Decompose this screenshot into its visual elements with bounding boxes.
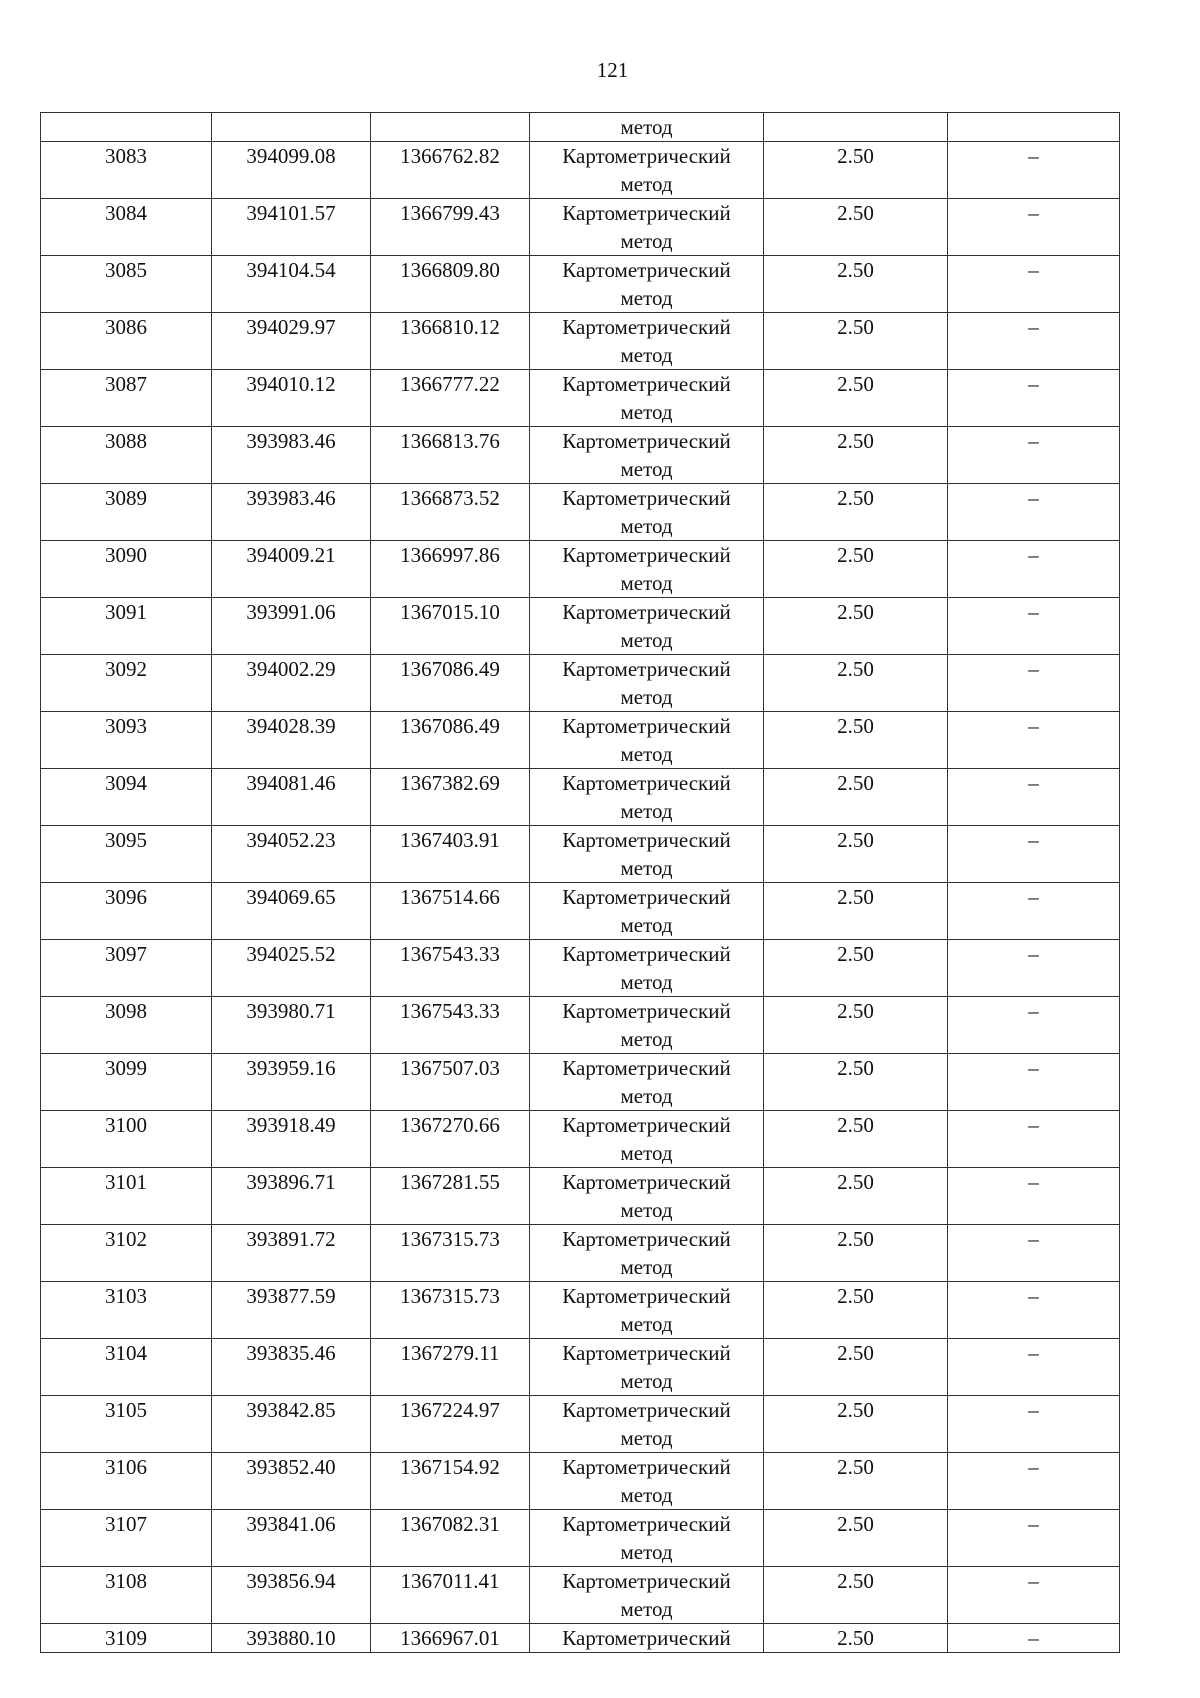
cell-y: 1367315.73 [371,1225,530,1282]
cell-y: 1367543.33 [371,997,530,1054]
method-line-2: метод [620,1198,673,1222]
cell-method [530,370,764,427]
method-line-2: метод [620,229,673,253]
method-line-1: Картометрический [562,486,731,510]
method-line-2: метод [620,685,673,709]
cell-num: 3107 [41,1510,212,1567]
table-row [41,769,1120,826]
method-line-1: Картометрический [562,144,731,168]
cell-y: 1367507.03 [371,1054,530,1111]
method-line-2: метод [620,913,673,937]
cell-method [530,940,764,997]
cell-note: – [948,769,1120,826]
method-line-1: Картометрический [562,771,731,795]
cell-num: 3083 [41,142,212,199]
method-line-1: Картометрический [562,1170,731,1194]
cell-method [530,1453,764,1510]
cell-method [530,1111,764,1168]
cell-num: 3089 [41,484,212,541]
cell-num: 3109 [41,1624,212,1653]
method-line-1: Картометрический [562,1227,731,1251]
cell-y: 1366777.22 [371,370,530,427]
method-line-1: Картометрический [562,942,731,966]
cell-num: 3101 [41,1168,212,1225]
cell-note: – [948,541,1120,598]
cell-accuracy: 2.50 [764,769,948,826]
method-line-1: Картометрический [562,543,731,567]
cell-y: 1367270.66 [371,1111,530,1168]
method-line-1: Картометрический [562,885,731,909]
cell-num: 3098 [41,997,212,1054]
cell-x: 394029.97 [212,313,371,370]
method-line-2: метод [620,1312,673,1336]
cell-note: – [948,256,1120,313]
method-line-1: Картометрический [562,258,731,282]
cell-accuracy: 2.50 [764,598,948,655]
cell-num: 3105 [41,1396,212,1453]
cell-accuracy: 2.50 [764,1282,948,1339]
cell-accuracy: 2.50 [764,199,948,256]
table-row [41,883,1120,940]
cell-method [530,427,764,484]
cell-y: 1367015.10 [371,598,530,655]
cell-note: – [948,1624,1120,1653]
cell-note: – [948,1339,1120,1396]
cell-x: 394009.21 [212,541,371,598]
cell-note: – [948,199,1120,256]
table-row [41,199,1120,256]
cell-num: 3094 [41,769,212,826]
cell-y: 1367011.41 [371,1567,530,1624]
cell-x: 393959.16 [212,1054,371,1111]
cell-y: 1367382.69 [371,769,530,826]
cell-y: 1367279.11 [371,1339,530,1396]
cell-num: 3087 [41,370,212,427]
cell-x: 394002.29 [212,655,371,712]
method-line-2: метод [620,457,673,481]
method-line-1: Картометрический [562,714,731,738]
cell-num: 3097 [41,940,212,997]
cell-method [530,113,764,142]
cell-num: 3088 [41,427,212,484]
cell-y: 1367543.33 [371,940,530,997]
method-line-2: метод [620,1369,673,1393]
cell-note: – [948,1396,1120,1453]
cell-y: 1367315.73 [371,1282,530,1339]
cell-method [530,1282,764,1339]
cell-x: 393842.85 [212,1396,371,1453]
cell-x: 394028.39 [212,712,371,769]
cell-accuracy: 2.50 [764,1225,948,1282]
cell-num: 3091 [41,598,212,655]
cell-y: 1367154.92 [371,1453,530,1510]
cell-accuracy: 2.50 [764,883,948,940]
cell-method [530,883,764,940]
table-row-continued [41,113,1120,142]
cell-note: – [948,883,1120,940]
method-line-2: метод [620,115,673,139]
method-line-2: метод [620,1141,673,1165]
cell-accuracy: 2.50 [764,1567,948,1624]
method-line-2: метод [620,514,673,538]
cell-method: Картометрический [530,1624,764,1653]
cell-y: 1366997.86 [371,541,530,598]
cell-method [530,1396,764,1453]
cell-method [530,655,764,712]
cell-method [530,598,764,655]
cell-num [41,113,212,142]
cell-method [530,1054,764,1111]
cell-x: 393877.59 [212,1282,371,1339]
cell-note: – [948,826,1120,883]
method-line-1: Картометрический [562,1113,731,1137]
table-row [41,1282,1120,1339]
cell-accuracy: 2.50 [764,997,948,1054]
cell-y: 1366799.43 [371,199,530,256]
cell-accuracy: 2.50 [764,1396,948,1453]
table-row [41,313,1120,370]
cell-y: 1366967.01 [371,1624,530,1653]
cell-note: – [948,1453,1120,1510]
cell-y: 1366810.12 [371,313,530,370]
method-line-2: метод [620,1084,673,1108]
cell-note: – [948,370,1120,427]
method-line-2: метод [620,1426,673,1450]
method-line-1: Картометрический [562,600,731,624]
cell-x: 393856.94 [212,1567,371,1624]
cell-y [371,113,530,142]
cell-method [530,1339,764,1396]
cell-x: 393980.71 [212,997,371,1054]
cell-num: 3099 [41,1054,212,1111]
cell-y: 1367514.66 [371,883,530,940]
table-row [41,826,1120,883]
table-row [41,1054,1120,1111]
cell-y: 1366762.82 [371,142,530,199]
cell-note: – [948,1282,1120,1339]
cell-num: 3106 [41,1453,212,1510]
cell-method [530,484,764,541]
cell-num: 3092 [41,655,212,712]
cell-method [530,769,764,826]
cell-accuracy: 2.50 [764,1339,948,1396]
cell-method [530,826,764,883]
cell-x: 394099.08 [212,142,371,199]
cell-y: 1367086.49 [371,712,530,769]
cell-num: 3108 [41,1567,212,1624]
method-line-2: метод [620,628,673,652]
table-row [41,142,1120,199]
cell-num: 3085 [41,256,212,313]
method-line-2: метод [620,799,673,823]
table-row [41,427,1120,484]
cell-note: – [948,1225,1120,1282]
cell-y: 1366809.80 [371,256,530,313]
cell-accuracy: 2.50 [764,1510,948,1567]
cell-note: – [948,712,1120,769]
cell-note: – [948,142,1120,199]
cell-x: 393983.46 [212,484,371,541]
cell-note: – [948,997,1120,1054]
cell-num: 3102 [41,1225,212,1282]
table-row [41,997,1120,1054]
method-line-1: Картометрический [562,429,731,453]
cell-note: – [948,1111,1120,1168]
table-row [41,1225,1120,1282]
method-line-1: Картометрический [562,372,731,396]
cell-x: 393918.49 [212,1111,371,1168]
page-number: 121 [596,58,629,82]
cell-x [212,113,371,142]
table-row [41,1510,1120,1567]
cell-note: – [948,940,1120,997]
cell-x: 394101.57 [212,199,371,256]
cell-note [948,113,1120,142]
cell-method [530,712,764,769]
method-line-1: Картометрический [562,828,731,852]
cell-x: 393991.06 [212,598,371,655]
cell-num: 3095 [41,826,212,883]
cell-accuracy: 2.50 [764,826,948,883]
cell-x: 394081.46 [212,769,371,826]
method-line-2: метод [620,970,673,994]
method-line-2: метод [620,343,673,367]
method-line-1: Картометрический [562,1056,731,1080]
cell-method [530,1168,764,1225]
cell-x: 393841.06 [212,1510,371,1567]
table-row [41,1111,1120,1168]
cell-note: – [948,655,1120,712]
cell-accuracy: 2.50 [764,370,948,427]
cell-x: 394104.54 [212,256,371,313]
cell-method [530,541,764,598]
method-line-2: метод [620,172,673,196]
cell-method [530,256,764,313]
cell-accuracy: 2.50 [764,313,948,370]
cell-num: 3093 [41,712,212,769]
cell-accuracy: 2.50 [764,1054,948,1111]
cell-note: – [948,484,1120,541]
method-line-2: метод [620,856,673,880]
cell-accuracy [764,113,948,142]
method-line-2: метод [620,286,673,310]
cell-y: 1366813.76 [371,427,530,484]
cell-note: – [948,1567,1120,1624]
cell-accuracy: 2.50 [764,142,948,199]
cell-y: 1367224.97 [371,1396,530,1453]
cell-note: – [948,1168,1120,1225]
cell-method [530,142,764,199]
table-row [41,541,1120,598]
table-row [41,370,1120,427]
cell-num: 3104 [41,1339,212,1396]
cell-x: 394069.65 [212,883,371,940]
method-line-1: Картометрический [562,1284,731,1308]
method-line-1: Картометрический [562,1512,731,1536]
cell-num: 3086 [41,313,212,370]
cell-note: – [948,1054,1120,1111]
method-line-1: Картометрический [562,1569,731,1593]
cell-method [530,313,764,370]
cell-y: 1367086.49 [371,655,530,712]
cell-x: 393983.46 [212,427,371,484]
cell-accuracy: 2.50 [764,655,948,712]
cell-accuracy: 2.50 [764,541,948,598]
coordinates-table [40,112,1120,1653]
table-row [41,1453,1120,1510]
method-line-1: Картометрический [562,1398,731,1422]
cell-accuracy: 2.50 [764,1168,948,1225]
method-line-2: метод [620,571,673,595]
method-line-1: Картометрический [562,315,731,339]
cell-num: 3103 [41,1282,212,1339]
method-line-2: метод [620,400,673,424]
cell-accuracy: 2.50 [764,484,948,541]
method-line-2: метод [620,1027,673,1051]
cell-accuracy: 2.50 [764,1453,948,1510]
table-row [41,655,1120,712]
cell-accuracy: 2.50 [764,256,948,313]
cell-accuracy: 2.50 [764,940,948,997]
method-line-1: Картометрический [562,999,731,1023]
method-line-2: метод [620,1540,673,1564]
cell-x: 394052.23 [212,826,371,883]
method-line-1: Картометрический [562,201,731,225]
table-row [41,484,1120,541]
cell-x: 393891.72 [212,1225,371,1282]
method-line-2: метод [620,1597,673,1621]
cell-y: 1366873.52 [371,484,530,541]
table-row [41,1396,1120,1453]
table-row [41,598,1120,655]
cell-x: 393896.71 [212,1168,371,1225]
cell-num: 3090 [41,541,212,598]
cell-y: 1367082.31 [371,1510,530,1567]
table-row [41,1567,1120,1624]
cell-method [530,997,764,1054]
table-row [41,712,1120,769]
cell-accuracy: 2.50 [764,1624,948,1653]
table-row [41,1339,1120,1396]
cell-method [530,1567,764,1624]
method-line-1: Картометрический [562,1455,731,1479]
cell-note: – [948,598,1120,655]
cell-x: 393852.40 [212,1453,371,1510]
cell-note: – [948,313,1120,370]
cell-note: – [948,1510,1120,1567]
cell-x: 393835.46 [212,1339,371,1396]
cell-accuracy: 2.50 [764,427,948,484]
cell-y: 1367403.91 [371,826,530,883]
cell-accuracy: 2.50 [764,712,948,769]
cell-note: – [948,427,1120,484]
method-line-2: метод [620,742,673,766]
cell-num: 3096 [41,883,212,940]
method-line-1: Картометрический [562,1341,731,1365]
cell-y: 1367281.55 [371,1168,530,1225]
cell-x: 394025.52 [212,940,371,997]
table-row-last [41,1624,1120,1653]
method-line-2: метод [620,1483,673,1507]
table-row [41,256,1120,313]
method-line-2: метод [620,1255,673,1279]
cell-num: 3100 [41,1111,212,1168]
cell-method [530,1510,764,1567]
cell-num: 3084 [41,199,212,256]
cell-method [530,199,764,256]
table-row [41,1168,1120,1225]
cell-accuracy: 2.50 [764,1111,948,1168]
cell-x: 394010.12 [212,370,371,427]
cell-x: 393880.10 [212,1624,371,1653]
table-row [41,940,1120,997]
cell-method [530,1225,764,1282]
method-line-1: Картометрический [562,657,731,681]
